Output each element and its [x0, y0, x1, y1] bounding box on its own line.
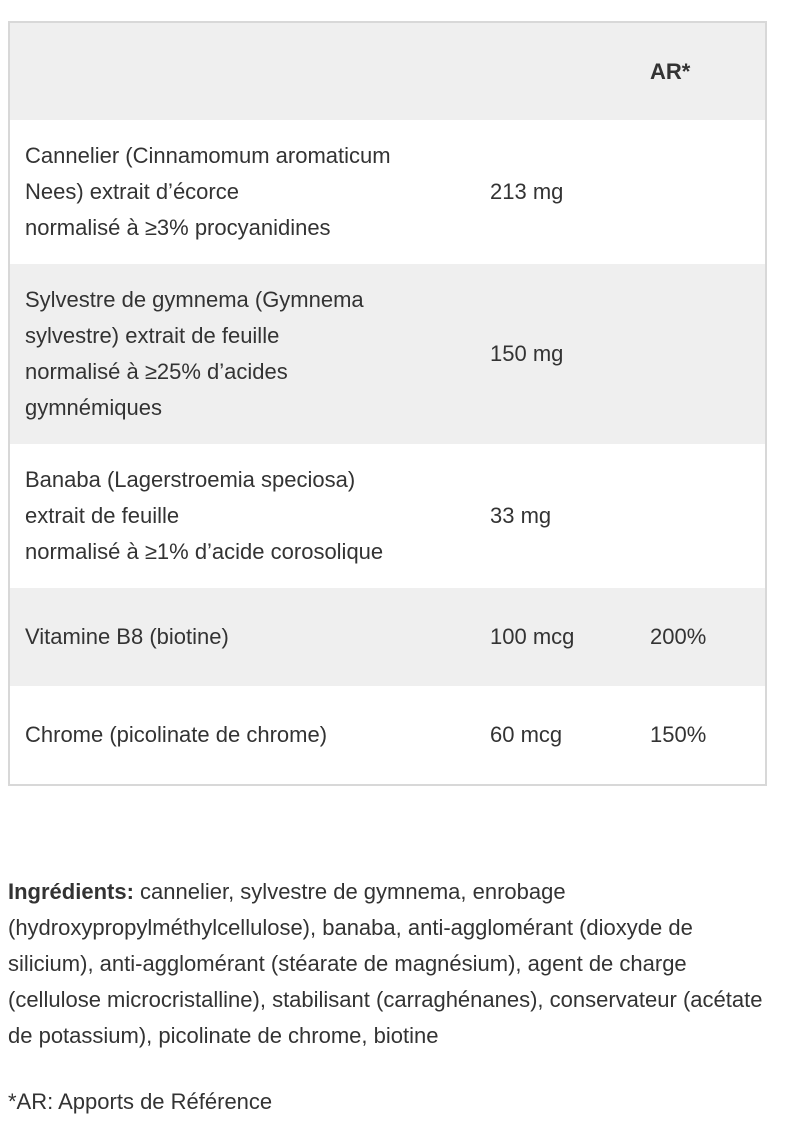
row-name-line: normalisé à ≥3% procyanidines	[25, 215, 331, 240]
ingredients-label: Ingrédients:	[8, 879, 134, 904]
row-name-line: normalisé à ≥25% d’acides	[25, 359, 288, 384]
row-amount: 150 mg	[490, 341, 564, 366]
table-row	[10, 264, 765, 444]
row-name	[10, 120, 473, 264]
row-ar	[634, 264, 765, 444]
row-ar	[634, 120, 765, 264]
row-name-line: extrait de feuille	[25, 503, 180, 528]
row-name	[10, 686, 473, 784]
row-name-line: Sylvestre de gymnema (Gymnema	[25, 287, 364, 312]
row-name-line: Chrome (picolinate de chrome)	[25, 722, 328, 747]
row-ar: 150%	[650, 722, 707, 747]
row-ar	[634, 444, 765, 588]
ingredients-paragraph	[8, 874, 778, 1054]
nutrition-table	[8, 21, 767, 786]
table-row	[10, 686, 765, 784]
row-name	[10, 444, 473, 588]
row-name-line: gymnémiques	[25, 395, 162, 420]
row-name-line: Nees) extrait d’écorce	[25, 179, 239, 204]
table-header-row	[10, 23, 765, 120]
ingredients-text: cannelier, sylvestre de gymnema, enrobage (hydroxypropylméthylcellulose), banaba, anti-agglomérant (dioxyde de silicium), anti-agglomérant (stéarate de magnésium), agent de charge (cellulose microcristalline), stabilisant (carraghénanes), conservateur (acétate de potassium), picolinate de chrome, biotine	[8, 879, 763, 1048]
row-name-line: sylvestre) extrait de feuille	[25, 323, 280, 348]
header-name	[10, 23, 473, 120]
row-name	[10, 264, 473, 444]
row-name-line: Banaba (Lagerstroemia speciosa)	[25, 467, 356, 492]
row-name-line: normalisé à ≥1% d’acide corosolique	[25, 539, 384, 564]
row-name-line: Vitamine B8 (biotine)	[25, 624, 229, 649]
row-ar: 200%	[650, 624, 707, 649]
row-name-line: Cannelier (Cinnamomum aromaticum	[25, 143, 391, 168]
row-name	[10, 588, 473, 686]
row-amount: 60 mcg	[490, 722, 563, 747]
nutrition-table-grid	[10, 23, 765, 784]
table-row	[10, 588, 765, 686]
row-amount: 100 mcg	[490, 624, 575, 649]
row-amount: 33 mg	[490, 503, 552, 528]
row-amount: 213 mg	[490, 179, 564, 204]
header-ar: AR*	[650, 58, 691, 84]
table-row	[10, 120, 765, 264]
footnote: *AR: Apports de Référence	[8, 1089, 273, 1114]
header-amount	[473, 23, 634, 120]
table-row	[10, 444, 765, 588]
